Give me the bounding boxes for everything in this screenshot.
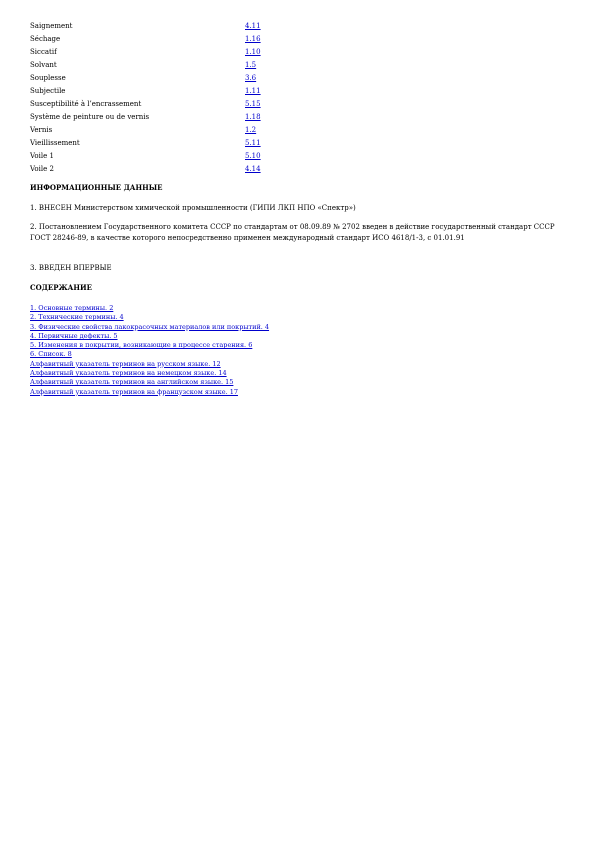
index-ref-link[interactable]: 5.11	[245, 139, 261, 147]
toc-link[interactable]: 3. Физические свойства лакокрасочных материалов или покрытий. 4	[30, 322, 270, 331]
index-term: Souplesse	[30, 74, 66, 82]
toc-link[interactable]: Алфавитный указатель терминов на французском языке. 17	[30, 387, 238, 396]
index-term: Voile 1	[30, 152, 54, 160]
index-row	[30, 85, 310, 98]
info-paragraph-1: 1. ВНЕСЕН Министерством химической промышленности (ГИПИ ЛКП НПО «Спектр»)	[30, 204, 356, 212]
index-row	[30, 59, 310, 72]
index-term: Saignement	[30, 22, 73, 30]
toc-link[interactable]: 2. Технические термины. 4	[30, 313, 124, 322]
info-heading: ИНФОРМАЦИОННЫЕ ДАННЫЕ	[30, 183, 163, 192]
toc-link[interactable]: 1. Основные термины. 2	[30, 304, 114, 312]
toc-link[interactable]: 4. Первичные дефекты. 5	[30, 331, 118, 340]
index-row	[30, 111, 310, 124]
index-ref-link[interactable]: 1.2	[245, 126, 257, 134]
index-ref-link[interactable]: 1.16	[245, 35, 261, 43]
index-row	[30, 163, 310, 176]
toc-link[interactable]: Алфавитный указатель терминов на английском языке. 15	[30, 378, 234, 387]
index-row	[30, 98, 310, 111]
index-ref-link[interactable]: 1.10	[245, 48, 261, 56]
index-term: Vernis	[30, 126, 53, 134]
index-row	[30, 72, 310, 85]
index-ref-link[interactable]: 4.11	[245, 22, 261, 30]
index-term: Susceptibilité à l’encrassement	[30, 100, 142, 108]
index-row	[30, 150, 310, 163]
index-ref-link[interactable]: 1.11	[245, 87, 261, 95]
index-term: Siccatif	[30, 48, 57, 56]
index-term: Voile 2	[30, 165, 54, 173]
index-term: Système de peinture ou de vernis	[30, 113, 150, 121]
term-index-table	[30, 20, 310, 176]
info-paragraph-2: 2. Постановлением Государственного комитета СССР по стандартам от 08.09.89 № 2702 введен в действие государственный стандарт СССР ГОСТ 28246-89, в качестве которого непосредственно применен международный стандарт ИСО 4618/1-3, с 01.01.91	[30, 223, 555, 242]
index-row	[30, 33, 310, 46]
info-paragraph-3: 3. ВВЕДЕН ВПЕРВЫЕ	[30, 264, 112, 272]
index-row	[30, 20, 310, 33]
index-row	[30, 137, 310, 150]
toc-link[interactable]: 6. Список. 8	[30, 350, 72, 359]
index-ref-link[interactable]: 1.18	[245, 113, 261, 121]
index-ref-link[interactable]: 5.15	[245, 100, 261, 108]
index-row	[30, 124, 310, 137]
toc-link[interactable]: 5. Изменения в покрытии, возникающие в процессе старения. 6	[30, 341, 253, 350]
index-term: Séchage	[30, 35, 61, 43]
toc-link[interactable]: Алфавитный указатель терминов на русском языке. 12	[30, 359, 221, 368]
index-term: Vieillissement	[30, 139, 80, 147]
index-term: Solvant	[30, 61, 57, 69]
table-of-contents	[30, 304, 570, 397]
index-row	[30, 46, 310, 59]
index-term: Subjectile	[30, 87, 66, 95]
index-ref-link[interactable]: 1.5	[245, 61, 257, 69]
index-ref-link[interactable]: 3.6	[245, 74, 257, 82]
index-ref-link[interactable]: 5.10	[245, 152, 261, 160]
toc-link[interactable]: Алфавитный указатель терминов на немецком языке. 14	[30, 369, 227, 378]
toc-heading: СОДЕРЖАНИЕ	[30, 283, 92, 292]
index-ref-link[interactable]: 4.14	[245, 165, 261, 173]
